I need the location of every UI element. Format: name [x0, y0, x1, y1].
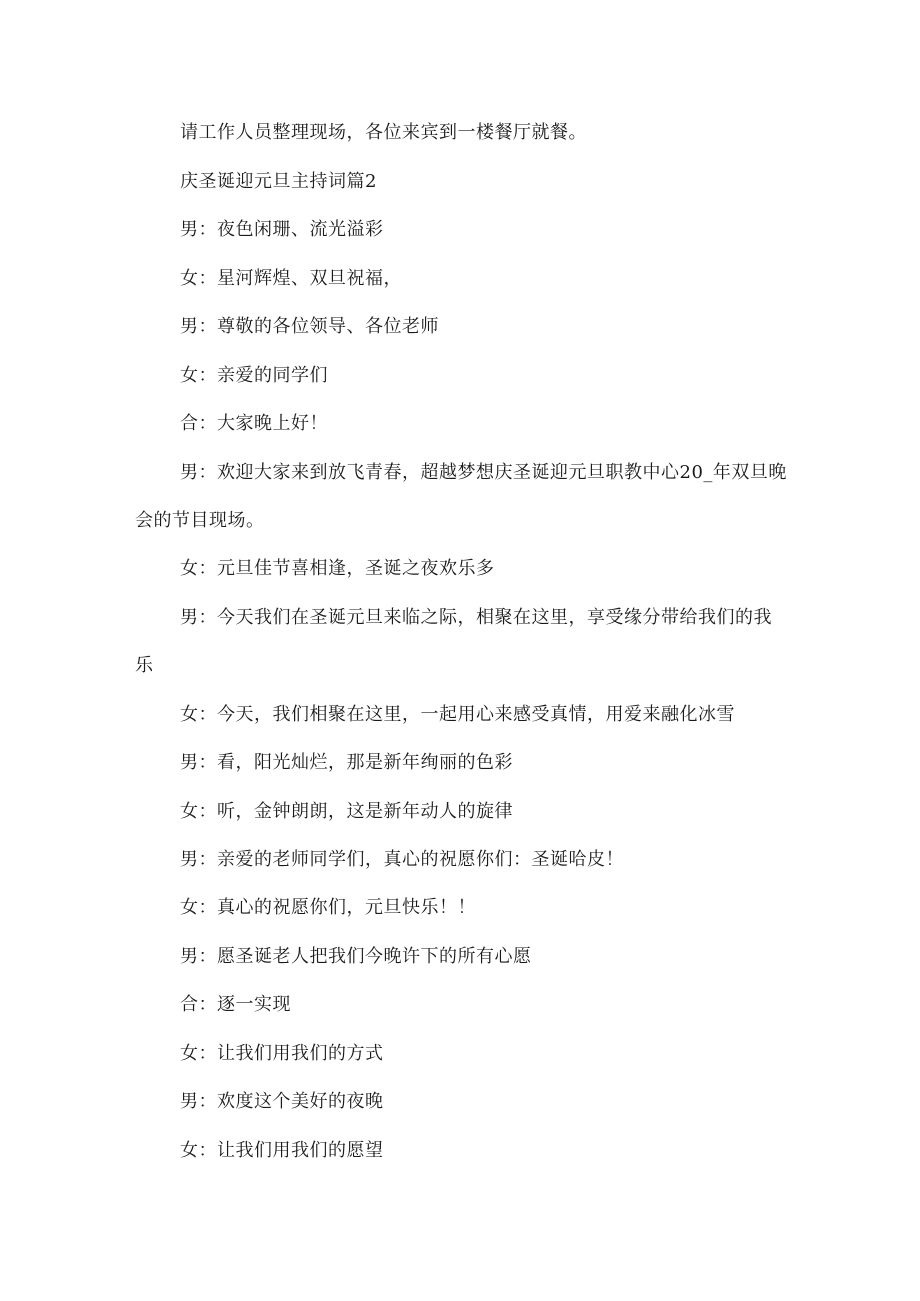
text-line: 合：逐一实现 — [180, 994, 291, 1015]
text-line: 女：元旦佳节喜相逢，圣诞之夜欢乐多 — [180, 558, 495, 579]
text-line: 女：让我们用我们的愿望 — [180, 1140, 384, 1161]
text-line: 女：真心的祝愿你们，元旦快乐！！ — [180, 897, 476, 918]
text-line: 女：星河辉煌、双旦祝福， — [180, 268, 402, 289]
text-line: 男：亲爱的老师同学们，真心的祝愿你们：圣诞哈皮！ — [180, 849, 624, 870]
text-line: 男：夜色闲珊、流光溢彩 — [180, 219, 384, 240]
text-line-continuation: 会的节目现场。 — [135, 510, 265, 531]
text-line: 男：欢迎大家来到放飞青春，超越梦想庆圣诞迎元旦职教中心20_年双旦晚 — [180, 462, 787, 483]
section-heading: 庆圣诞迎元旦主持词篇2 — [180, 171, 377, 192]
text-line: 男：尊敬的各位领导、各位老师 — [180, 316, 439, 337]
text-line: 合：大家晚上好！ — [180, 413, 328, 434]
text-line-continuation: 乐 — [135, 655, 154, 676]
text-line: 女：今天，我们相聚在这里，一起用心来感受真情，用爱来融化冰雪 — [180, 704, 735, 725]
text-line: 女：让我们用我们的方式 — [180, 1043, 384, 1064]
text-line: 男：欢度这个美好的夜晚 — [180, 1091, 384, 1112]
text-line: 请工作人员整理现场，各位来宾到一楼餐厅就餐。 — [180, 122, 587, 143]
text-line: 女：听，金钟朗朗，这是新年动人的旋律 — [180, 801, 513, 822]
text-line: 男：看，阳光灿烂，那是新年绚丽的色彩 — [180, 752, 513, 773]
text-line: 女：亲爱的同学们 — [180, 365, 328, 386]
text-line: 男：今天我们在圣诞元旦来临之际，相聚在这里，享受缘分带给我们的我 — [180, 607, 772, 628]
text-line: 男：愿圣诞老人把我们今晚许下的所有心愿 — [180, 946, 532, 967]
